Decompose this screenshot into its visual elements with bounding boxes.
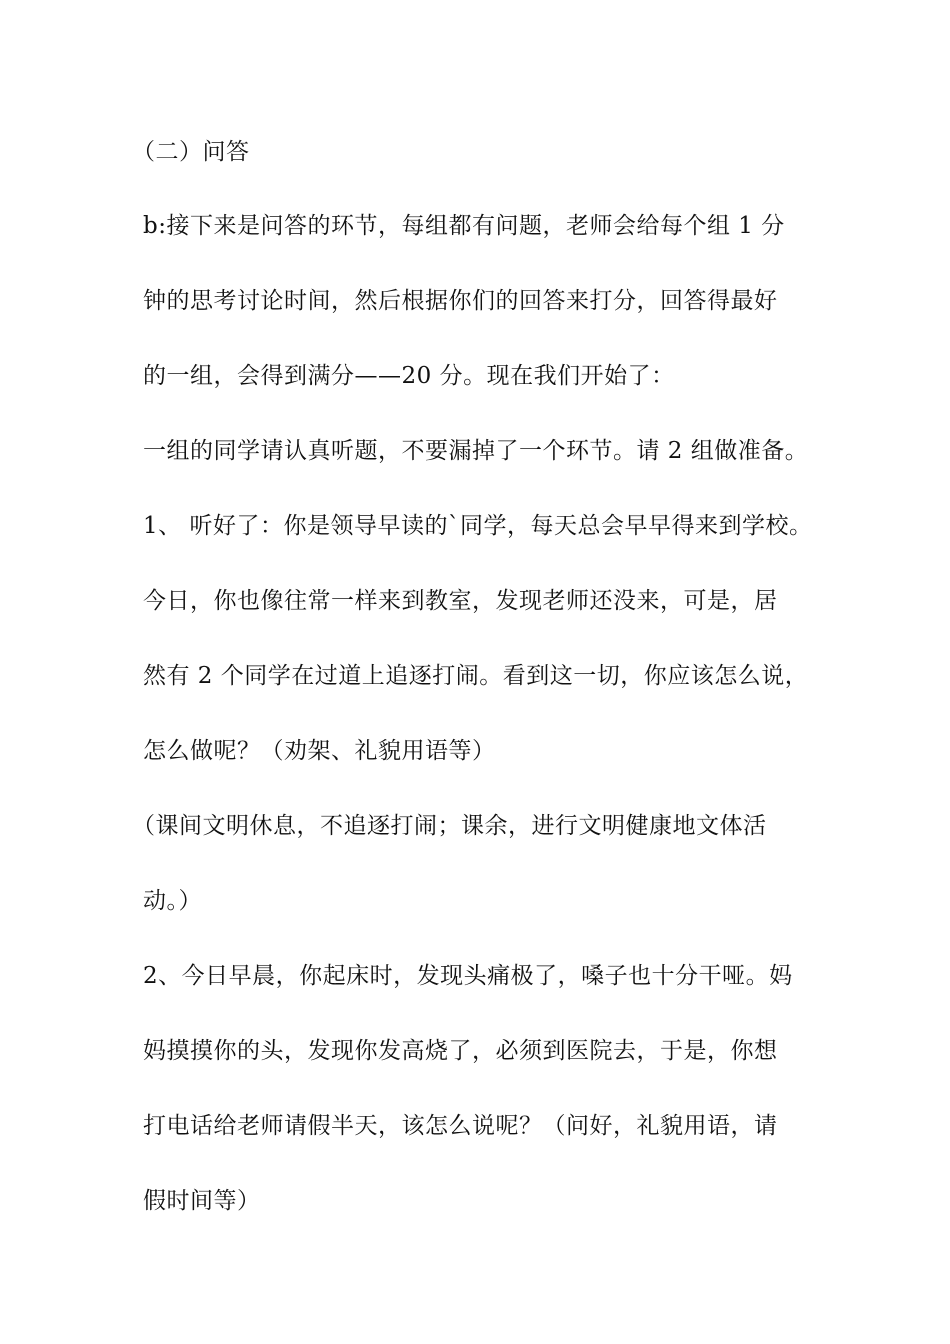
section-heading: （二）问答 <box>132 139 250 165</box>
question-line: 2、今日早晨，你起床时，发现头痛极了，嗓子也十分干哑。妈 <box>143 963 793 989</box>
answer-line: （课间文明休息，不追逐打闹；课余，进行文明健康地文体活 <box>132 813 767 839</box>
paragraph-line: b:接下来是问答的环节，每组都有问题，老师会给每个组 1 分 <box>143 213 785 239</box>
question-line: 怎么做呢？（劝架、礼貌用语等） <box>143 738 496 764</box>
paragraph-line: 一组的同学请认真听题，不要漏掉了一个环节。请 2 组做准备。 <box>143 438 809 464</box>
question-line: 妈摸摸你的头，发现你发高烧了，必须到医院去，于是，你想 <box>143 1038 778 1064</box>
paragraph-line: 钟的思考讨论时间，然后根据你们的回答来打分，回答得最好 <box>143 288 778 314</box>
question-line: 今日，你也像往常一样来到教室，发现老师还没来，可是，居 <box>143 588 778 614</box>
answer-line: 动。） <box>143 888 202 914</box>
question-line: 然有 2 个同学在过道上追逐打闹。看到这一切，你应该怎么说， <box>143 663 809 689</box>
paragraph-line: 的一组，会得到满分——20 分。现在我们开始了： <box>143 363 675 389</box>
question-line: 假时间等） <box>143 1188 261 1214</box>
question-line: 1、 听好了：你是领导早读的`同学，每天总会早早得来到学校。 <box>143 513 813 539</box>
question-line: 打电话给老师请假半天，该怎么说呢？（问好，礼貌用语，请 <box>143 1113 778 1139</box>
